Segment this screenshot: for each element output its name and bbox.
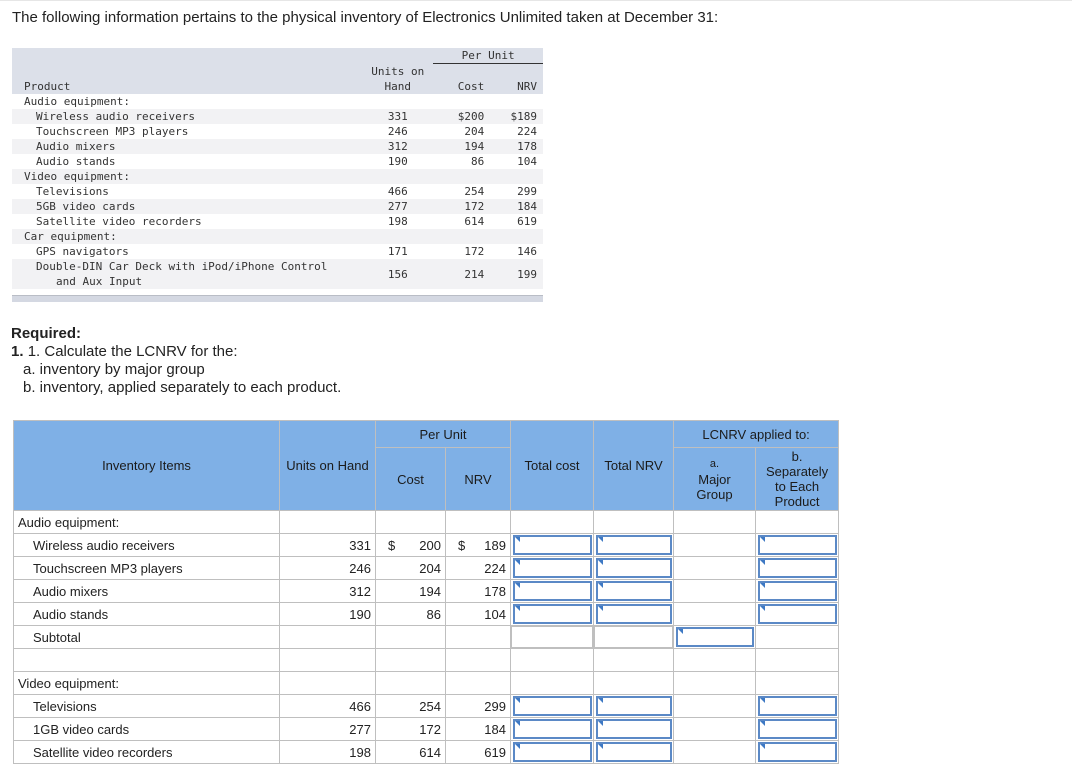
group-label: Audio equipment: [24,95,130,108]
total-nrv-input[interactable] [594,557,674,580]
major-group-input[interactable] [674,626,756,649]
total-cost-input[interactable] [511,603,594,626]
table-row: Televisions 466 254 299 [36,185,537,198]
table-bottom-rule [12,296,543,303]
separately-input[interactable] [756,695,839,718]
group-row-audio: Audio equipment: [14,511,839,534]
table-row: Televisions 466 254 299 [14,695,839,718]
separately-header: b. Separately to Each Product [756,448,839,511]
lcnrv-header: LCNRV applied to: [674,421,839,448]
inventory-data-table [12,48,543,302]
total-cost-input[interactable] [511,695,594,718]
subtotal-nrv-input[interactable] [594,626,674,649]
product-header: Product [12,79,362,94]
hand-header: Hand [362,79,433,94]
total-nrv-input[interactable] [594,580,674,603]
question-1b: b. inventory, applied separately to each product. [23,379,342,396]
total-nrv-input[interactable] [594,718,674,741]
table-row: 5GB video cards 277 172 184 [12,199,543,214]
per-unit-header: Per Unit [433,48,543,64]
nrv-header: NRV [492,79,543,94]
subtotal-cost-input[interactable] [511,626,594,649]
major-group-header: a. Major Group [674,448,756,511]
separately-input[interactable] [756,741,839,764]
total-nrv-input[interactable] [594,695,674,718]
answer-grid [13,420,839,764]
per-unit-header: Per Unit [376,421,511,448]
table-row: Touchscreen MP3 players 246 204 224 [36,125,537,138]
units-on-header: Units on [362,64,433,80]
total-cost-header: Total cost [511,421,594,511]
total-nrv-header: Total NRV [594,421,674,511]
intro-text: The following information pertains to the physical inventory of Electronics Unlimited taken at December 31: [12,9,719,26]
units-on-hand-header: Units on Hand [280,421,376,511]
group-label: Car equipment: [12,229,362,244]
total-cost-input[interactable] [511,534,594,557]
table-row: Audio stands 190 86 104 [14,603,839,626]
group-label: Video equipment: [12,169,362,184]
separately-input[interactable] [756,534,839,557]
required-section [11,325,341,397]
table-row: Satellite video recorders 198 614 619 [14,741,839,764]
separately-input[interactable] [756,603,839,626]
cost-header: Cost [433,79,492,94]
top-divider [0,0,1072,1]
question-1: 1. 1. Calculate the LCNRV for the: [11,343,238,360]
table-row: Wireless audio receivers 331 $200 $189 [12,109,543,124]
total-cost-input[interactable] [511,557,594,580]
question-1a: a. inventory by major group [23,361,205,378]
table-row: Audio mixers 312 194 178 [14,580,839,603]
table-row: Double-DIN Car Deck with iPod/iPhone Control and Aux Input 156 214 199 [12,259,543,289]
table-row: Wireless audio receivers 331 $ 200 $ 189 [14,534,839,557]
nrv-header: NRV [446,448,511,511]
table-row: Audio stands 190 86 104 [36,155,537,168]
table-row: Audio mixers 312 194 178 [12,139,543,154]
total-nrv-input[interactable] [594,741,674,764]
table-row: 1GB video cards 277 172 184 [14,718,839,741]
table-row: GPS navigators 171 172 146 [36,245,537,258]
inventory-items-header: Inventory Items [14,421,280,511]
separately-input[interactable] [756,557,839,580]
table-row: Touchscreen MP3 players 246 204 224 [14,557,839,580]
total-cost-input[interactable] [511,741,594,764]
total-nrv-input[interactable] [594,534,674,557]
subtotal-row: Subtotal [14,626,839,649]
table-row: Satellite video recorders 198 614 619 [36,215,537,228]
total-cost-input[interactable] [511,580,594,603]
separately-input[interactable] [756,580,839,603]
total-cost-input[interactable] [511,718,594,741]
cost-header: Cost [376,448,446,511]
separately-input[interactable] [756,718,839,741]
group-row-video: Video equipment: [14,672,839,695]
required-title: Required: [11,325,82,342]
total-nrv-input[interactable] [594,603,674,626]
